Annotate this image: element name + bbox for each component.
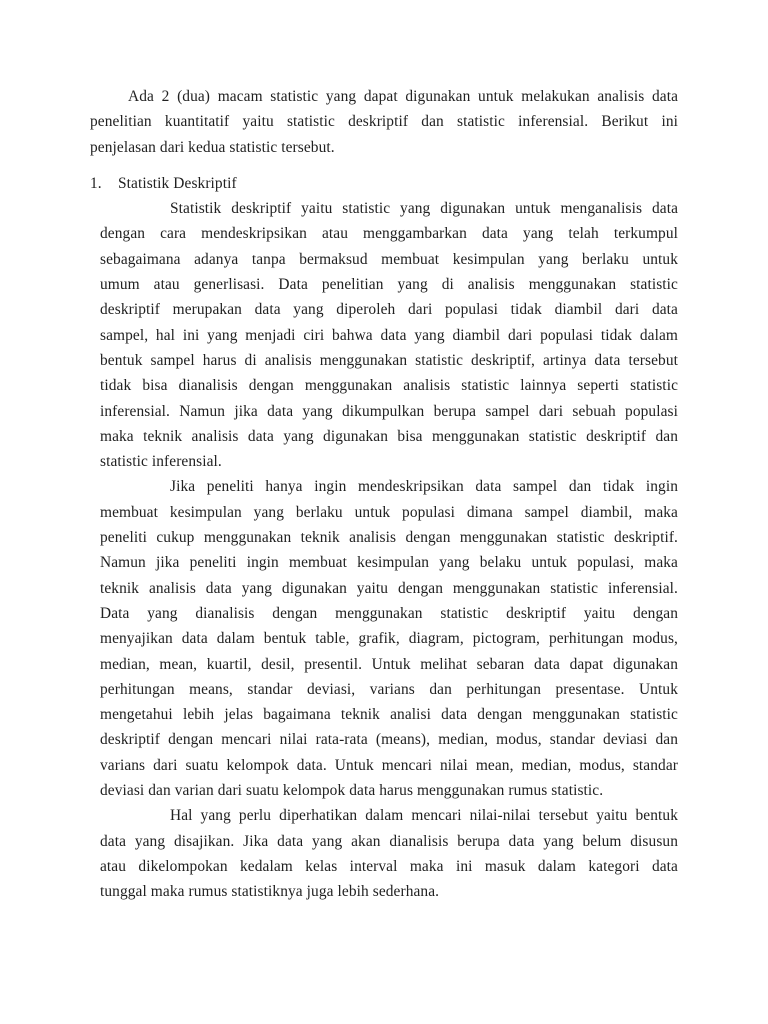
text-line: peneliti cukup menggunakan teknik analisis dengan menggunakan statistic deskriptif. [100, 529, 678, 547]
numbered-list-item [90, 171, 678, 196]
text-line: statistic inferensial. [100, 453, 222, 471]
text-line: Hal yang perlu diperhatikan dalam mencari nilai-nilai tersebut yaitu bentuk [170, 807, 678, 825]
text-line: deskriptif dengan mencari nilai rata-rata (means), median, modus, standar deviasi dan [100, 731, 678, 749]
text-line: deskriptif merupakan data yang diperoleh dari populasi tidak diambil dari data [100, 301, 678, 319]
text-line: varians dari suatu kelompok data. Untuk mencari nilai mean, median, modus, standar [100, 756, 678, 774]
paragraph [100, 803, 678, 904]
text-line: membuat kesimpulan yang berlaku untuk populasi dimana sampel diambil, maka [100, 503, 678, 521]
paragraph [100, 474, 678, 803]
text-line: penjelasan dari kedua statistic tersebut. [90, 138, 335, 156]
paragraph [90, 84, 678, 160]
text-line: sebagaimana adanya tanpa bermaksud membuat kesimpulan yang berlaku untuk [100, 250, 678, 268]
text-line: teknik analisis data yang digunakan yaitu dengan menggunakan statistic inferensial. [100, 579, 678, 597]
text-line: perhitungan means, standar deviasi, varians dan perhitungan presentase. Untuk [100, 680, 678, 698]
text-line: Statistik deskriptif yaitu statistic yang digunakan untuk menganalisis data [170, 200, 678, 218]
document-body [90, 84, 678, 905]
text-line: Ada 2 (dua) macam statistic yang dapat digunakan untuk melakukan analisis data [128, 88, 678, 105]
text-line: Jika peneliti hanya ingin mendeskripsikan data sampel dan tidak ingin [170, 478, 678, 496]
text-line: maka teknik analisis data yang digunakan bisa menggunakan statistic deskriptif dan [100, 427, 678, 445]
text-line: deviasi dan varian dari suatu kelompok data harus menggunakan rumus statistic. [100, 782, 604, 800]
text-line: menyajikan data dalam bentuk table, grafik, diagram, pictogram, perhitungan modus, [100, 630, 678, 648]
text-line: data yang disajikan. Jika data yang akan dianalisis berupa data yang belum disusun [100, 832, 678, 850]
text-line: inferensial. Namun jika data yang dikumpulkan berupa sampel dari sebuah populasi [100, 402, 678, 420]
text-line: Data yang dianalisis dengan menggunakan statistic deskriptif yaitu dengan [100, 604, 678, 622]
list-item-label: Statistik Deskriptif [118, 174, 237, 192]
text-line: dengan cara mendeskripsikan atau menggambarkan data yang telah terkumpul [100, 225, 678, 243]
text-line: umum atau generlisasi. Data penelitian yang di analisis menggunakan statistic [100, 276, 678, 294]
list-number: 1. [90, 174, 102, 192]
text-line: Namun jika peneliti ingin membuat kesimpulan yang belaku untuk populasi, maka [100, 554, 678, 572]
paragraph [100, 196, 678, 474]
text-line: mengetahui lebih jelas bagaimana teknik analisi data dengan menggunakan statistic [100, 706, 678, 724]
text-line: tidak bisa dianalisis dengan menggunakan analisis statistic lainnya seperti statistic [100, 377, 678, 395]
text-line: atau dikelompokan kedalam kelas interval maka ini masuk dalam kategori data [100, 857, 678, 875]
text-line: tunggal maka rumus statistiknya juga lebih sederhana. [100, 883, 440, 901]
text-line: median, mean, kuartil, desil, presentil. Untuk melihat sebaran data dapat digunakan [100, 655, 678, 673]
text-line: penelitian kuantitatif yaitu statistic deskriptif dan statistic inferensial. Berikut ini [90, 113, 678, 131]
text-line: sampel, hal ini yang menjadi ciri bahwa data yang diambil dari populasi tidak dalam [100, 326, 678, 344]
text-line: bentuk sampel harus di analisis menggunakan statistic deskriptif, artinya data tersebut [100, 351, 678, 369]
